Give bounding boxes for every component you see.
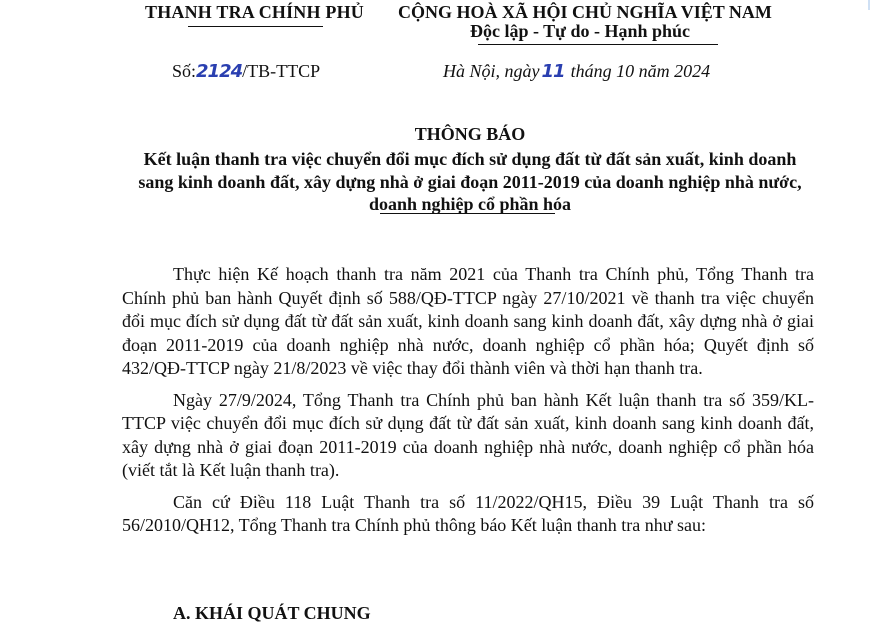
agency-underline bbox=[188, 26, 323, 27]
national-title: CỘNG HOÀ XÃ HỘI CHỦ NGHĨA VIỆT NAM bbox=[398, 2, 772, 22]
body-paragraph: Căn cứ Điều 118 Luật Thanh tra số 11/2022/QH15, Điều 39 Luật Thanh tra số 56/2010/QH12, Tổng Thanh tra Chính phủ thông báo Kết luận thanh tra như sau: bbox=[122, 491, 814, 535]
handwritten-day: 11 bbox=[541, 61, 565, 82]
motto-underline bbox=[478, 44, 718, 45]
issuing-agency: THANH TRA CHÍNH PHỦ bbox=[145, 2, 364, 22]
date-prefix: Hà Nội, ngày bbox=[443, 61, 540, 81]
document-type-heading: THÔNG BÁO bbox=[414, 124, 526, 144]
national-motto: Độc lập - Tự do - Hạnh phúc bbox=[470, 21, 691, 41]
issue-date bbox=[443, 61, 710, 82]
document-number-prefix: Số: bbox=[172, 61, 197, 81]
document-subject: Kết luận thanh tra việc chuyển đổi mục đích sử dụng đất từ đất sản xuất, kinh doanh sang kinh doanh đất, xây dựng nhà ở giai đoạn 2011-2019 của doanh nghiệp nhà nước, doanh nghiệp cổ phần hóa bbox=[138, 149, 802, 214]
document-body bbox=[122, 263, 814, 545]
body-paragraph: Ngày 27/9/2024, Tổng Thanh tra Chính phủ ban hành Kết luận thanh tra số 359/KL-TTCP việc chuyển đổi mục đích sử dụng đất từ đất sản xuất, kinh doanh sang kinh doanh đất, xây dựng nhà ở giai đoạn 2011-2019 của doanh nghiệp nhà nước, doanh nghiệp cổ phần hóa (viết tắt là Kết luận thanh tra). bbox=[122, 389, 814, 480]
handwritten-document-number: 2124 bbox=[196, 61, 243, 82]
document-number bbox=[172, 61, 320, 82]
date-suffix: tháng 10 năm 2024 bbox=[570, 61, 711, 81]
section-heading: A. KHÁI QUÁT CHUNG bbox=[173, 603, 371, 623]
subject-underline bbox=[380, 213, 555, 214]
document-number-suffix: /TB-TTCP bbox=[242, 61, 321, 81]
body-paragraph: Thực hiện Kế hoạch thanh tra năm 2021 của Thanh tra Chính phủ, Tổng Thanh tra Chính phủ ban hành Quyết định số 588/QĐ-TTCP ngày 27/10/2021 về thanh tra việc chuyển đổi mục đích sử dụng đất từ đất sản xuất, kinh doanh sang kinh doanh đất, xây dựng nhà ở giai đoạn 2011-2019 của doanh nghiệp nhà nước, doanh nghiệp cổ phần hóa; Quyết định số 432/QĐ-TTCP ngày 21/8/2023 về việc thay đổi thành viên và thời hạn thanh tra. bbox=[122, 264, 814, 378]
